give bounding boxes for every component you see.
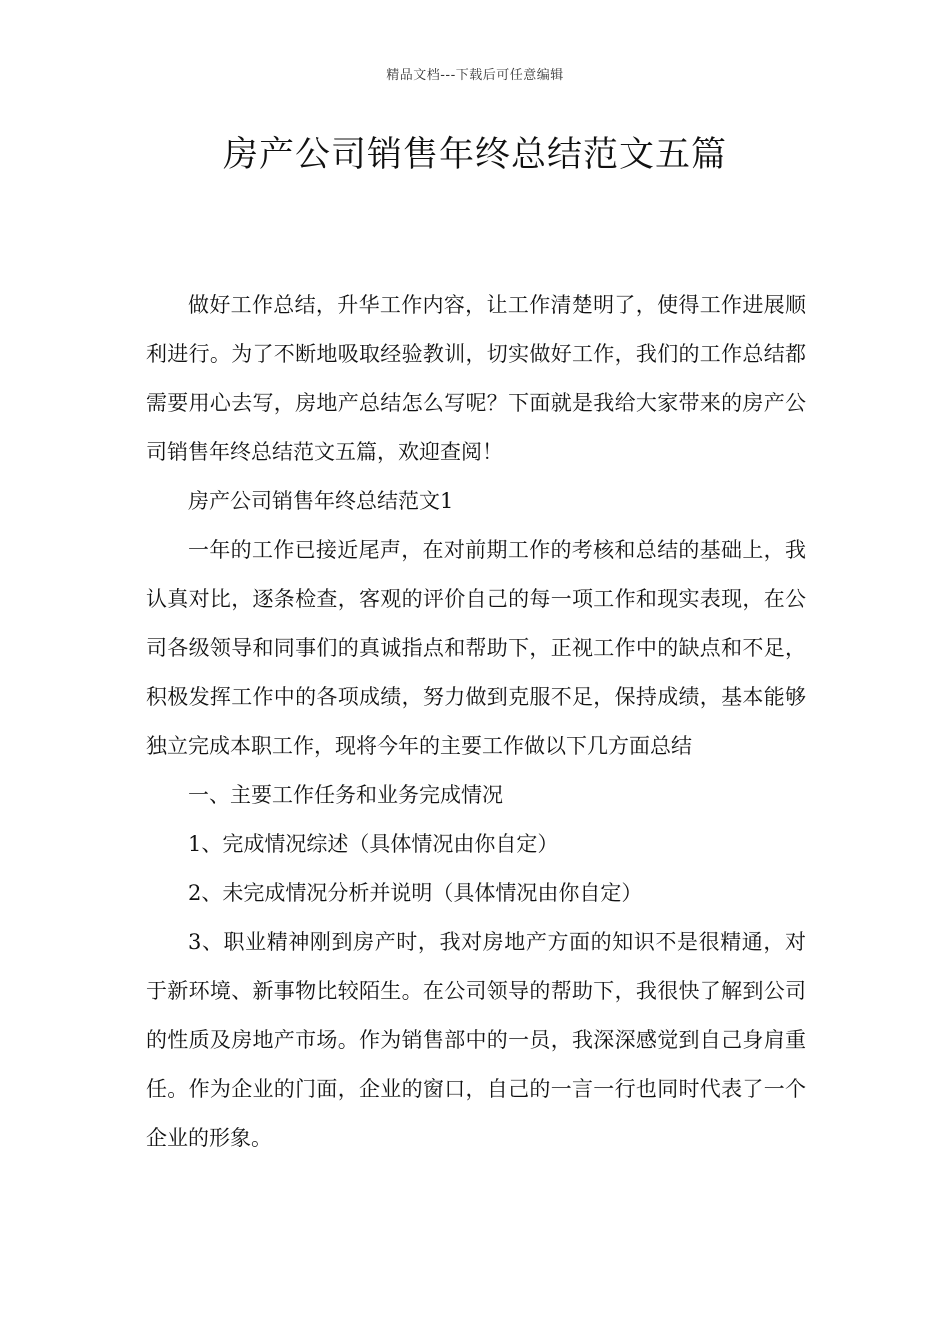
list-item-3: 3、职业精神刚到房产时，我对房地产方面的知识不是很精通，对于新环境、新事物比较陌生。在公司领导的帮助下，我很快了解到公司的性质及房地产市场。作为销售部中的一员，我深深感觉到自己身肩重任。作为企业的门面，企业的窗口，自己的一言一行也同时代表了一个企业的形象。 [146,930,806,1150]
list-item-2: 2、未完成情况分析并说明（具体情况由你自定） [188,881,643,905]
header-note: 精品文档---下载后可任意编辑 [386,68,564,83]
list-item-1: 1、完成情况综述（具体情况由你自定） [188,832,559,856]
document-title: 房产公司销售年终总结范文五篇 [222,135,727,175]
section-heading-1: 房产公司销售年终总结范文1 [188,489,454,513]
body-paragraph: 一年的工作已接近尾声，在对前期工作的考核和总结的基础上，我认真对比，逐条检查，客观的评价自己的每一项工作和现实表现，在公司各级领导和同事们的真诚指点和帮助下，正视工作中的缺点和不足，积极发挥工作中的各项成绩，努力做到克服不足，保持成绩，基本能够独立完成本职工作，现将今年的主要工作做以下几方面总结 [146,538,806,758]
document-body [146,281,806,1163]
intro-paragraph: 做好工作总结，升华工作内容，让工作清楚明了，使得工作进展顺利进行。为了不断地吸取经验教训，切实做好工作，我们的工作总结都需要用心去写，房地产总结怎么写呢？下面就是我给大家带来的房产公司销售年终总结范文五篇，欢迎查阅！ [146,293,806,464]
subheading-main-tasks: 一、主要工作任务和业务完成情况 [188,783,503,807]
